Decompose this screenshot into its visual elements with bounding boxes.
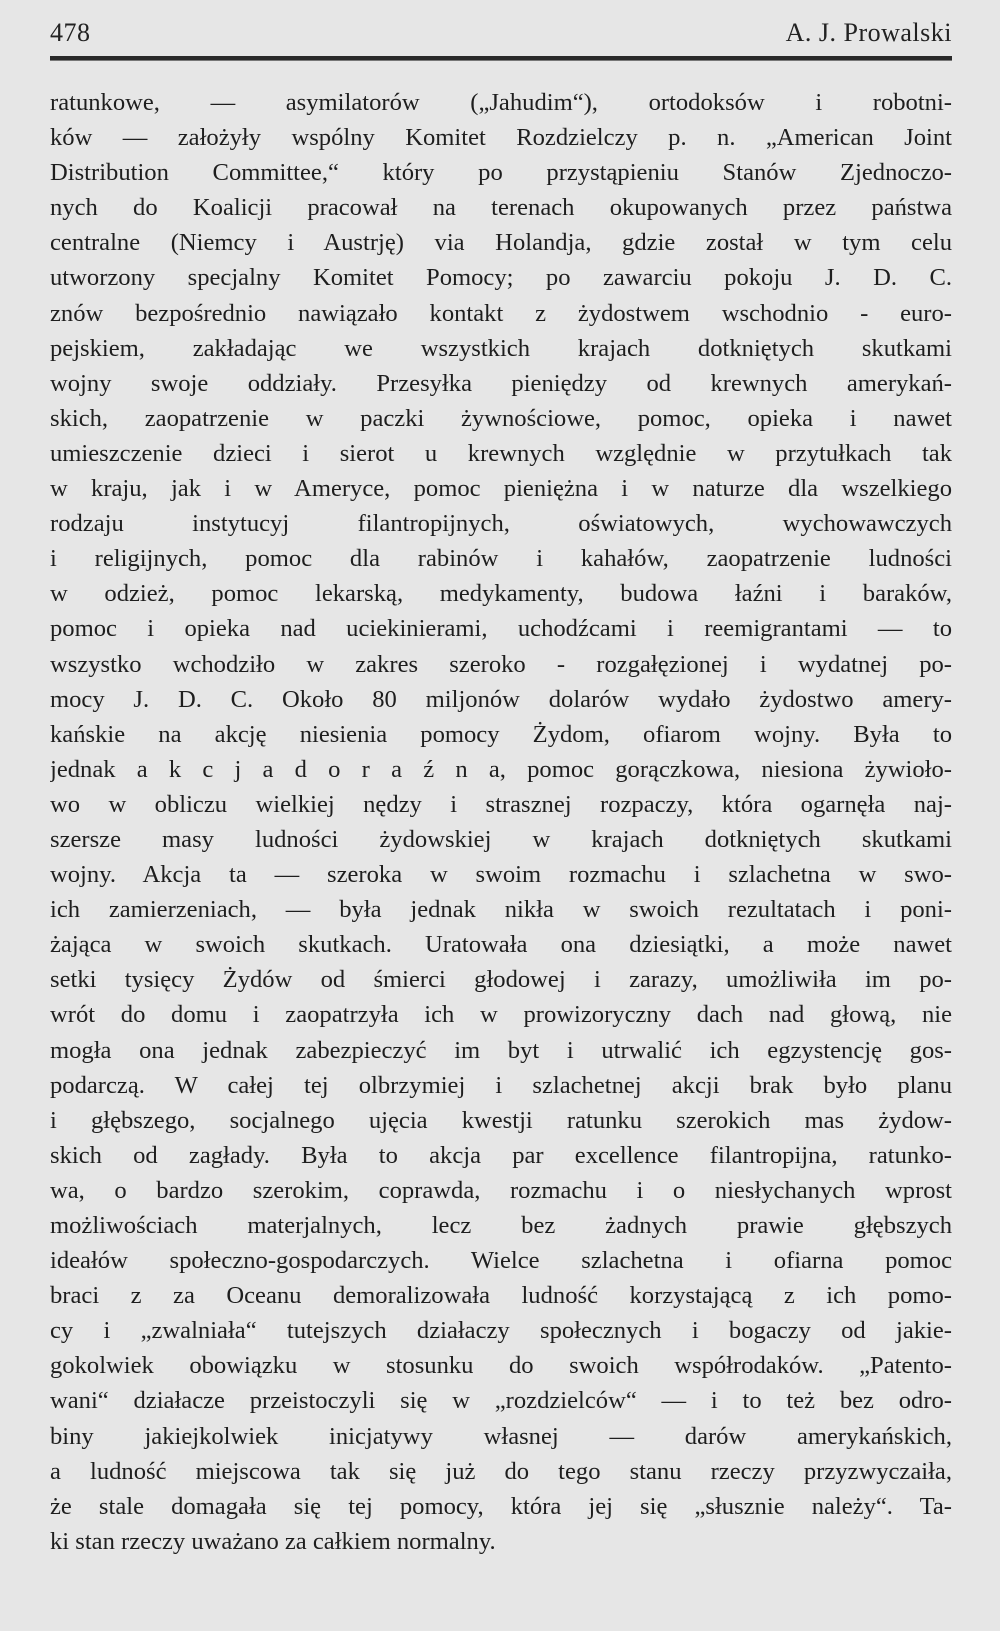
running-head-author: A. J. Prowalski — [785, 18, 952, 47]
text-line: mocy J. D. C. Około 80 miljonów dolarów wydało żydostwo amery- — [50, 685, 952, 713]
text-line: utworzony specjalny Komitet Pomocy; po zawarciu pokoju J. D. C. — [50, 264, 952, 292]
header-rule — [50, 56, 952, 61]
body-text — [50, 85, 952, 1559]
text-line: że stale domagała się tej pomocy, która jej się „słusznie należy“. Ta- — [50, 1492, 952, 1520]
text-line: kańskie na akcję niesienia pomocy Żydom, ofiarom wojny. Była to — [50, 720, 952, 748]
text-line: a ludność miejscowa tak się już do tego stanu rzeczy przyzwyczaiła, — [50, 1457, 952, 1485]
text-line: wrót do domu i zaopatrzyła ich w prowizoryczny dach nad głową, nie — [50, 1001, 952, 1029]
text-line: skich od zagłady. Była to akcja par excellence filantropijna, ratunko- — [50, 1141, 952, 1169]
text-line: wani“ działacze przeistoczyli się w „rozdzielców“ — i to też bez odro- — [50, 1387, 952, 1415]
text-line: setki tysięcy Żydów od śmierci głodowej i zarazy, umożliwiła im po- — [50, 966, 952, 994]
text-line: ratunkowe, — asymilatorów („Jahudim“), ortodoksów i robotni- — [50, 89, 952, 116]
text-line: ideałów społeczno-gospodarczych. Wielce szlachetna i ofiarna pomoc — [50, 1247, 952, 1275]
text-line: umieszczenie dzieci i sierot u krewnych względnie w przytułkach tak — [50, 439, 952, 467]
text-line: mogła ona jednak zabezpieczyć im byt i utrwalić ich egzystencję gos- — [50, 1036, 952, 1064]
text-line: wo w obliczu wielkiej nędzy i strasznej rozpaczy, która ogarnęła naj- — [50, 790, 952, 818]
text-line: cy i „zwalniała“ tutejszych działaczy społecznych i bogaczy od jakie- — [50, 1317, 952, 1345]
text-line: wojny. Akcja ta — szeroka w swoim rozmachu i szlachetna w swo- — [50, 861, 952, 889]
text-line: ich zamierzeniach, — była jednak nikła w swoich rezultatach i poni- — [50, 896, 952, 924]
text-line: ków — założyły wspólny Komitet Rozdzielczy p. n. „American Joint — [50, 124, 952, 152]
text-line: pomoc i opieka nad uciekinierami, uchodźcami i reemigrantami — to — [50, 615, 952, 643]
text-line: ki stan rzeczy uważano za całkiem normalny. — [50, 1527, 496, 1555]
page-number: 478 — [50, 18, 91, 47]
text-line: pejskiem, zakładając we wszystkich krajach dotkniętych skutkami — [50, 334, 952, 362]
text-line: Distribution Committee,“ który po przystąpieniu Stanów Zjednoczo- — [50, 159, 952, 187]
text-line: rodzaju instytucyj filantropijnych, oświatowych, wychowawczych — [50, 510, 952, 538]
text-line: nych do Koalicji pracował na terenach okupowanych przez państwa — [50, 194, 952, 222]
text-line: znów bezpośrednio nawiązało kontakt z żydostwem wschodnio - euro- — [50, 299, 952, 327]
text-line: wojny swoje oddziały. Przesyłka pieniędzy od krewnych amerykań- — [50, 369, 952, 397]
text-line: w kraju, jak i w Ameryce, pomoc pieniężna i w naturze dla wszelkiego — [50, 475, 952, 503]
text-line: podarczą. W całej tej olbrzymiej i szlachetnej akcji brak było planu — [50, 1071, 952, 1099]
text-line: braci z za Oceanu demoralizowała ludność korzystającą z ich pomo- — [50, 1282, 952, 1310]
text-line: i religijnych, pomoc dla rabinów i kahałów, zaopatrzenie ludności — [50, 545, 952, 573]
text-line: wszystko wchodziło w zakres szeroko - rozgałęzionej i wydatnej po- — [50, 650, 952, 678]
text-line: biny jakiejkolwiek inicjatywy własnej — darów amerykańskich, — [50, 1422, 952, 1450]
text-line: żająca w swoich skutkach. Uratowała ona dziesiątki, a może nawet — [50, 931, 952, 959]
text-line: wa, o bardzo szerokim, coprawda, rozmachu i o niesłychanych wprost — [50, 1176, 952, 1204]
text-line: jednak a k c j a d o r a ź n a, pomoc gorączkowa, niesiona żywioło- — [50, 755, 952, 783]
page-header — [50, 18, 952, 48]
text-line: skich, zaopatrzenie w paczki żywnościowe, pomoc, opieka i nawet — [50, 404, 952, 432]
text-line: i głębszego, socjalnego ujęcia kwestji ratunku szerokich mas żydow- — [50, 1106, 952, 1134]
text-line: możliwościach materjalnych, lecz bez żadnych prawie głębszych — [50, 1212, 952, 1239]
text-line: szersze masy ludności żydowskiej w krajach dotkniętych skutkami — [50, 825, 952, 853]
text-line: gokolwiek obowiązku w stosunku do swoich współrodaków. „Patento- — [50, 1352, 952, 1380]
text-line: w odzież, pomoc lekarską, medykamenty, budowa łaźni i baraków, — [50, 580, 952, 608]
text-line: centralne (Niemcy i Austrję) via Holandja, gdzie został w tym celu — [50, 229, 952, 257]
